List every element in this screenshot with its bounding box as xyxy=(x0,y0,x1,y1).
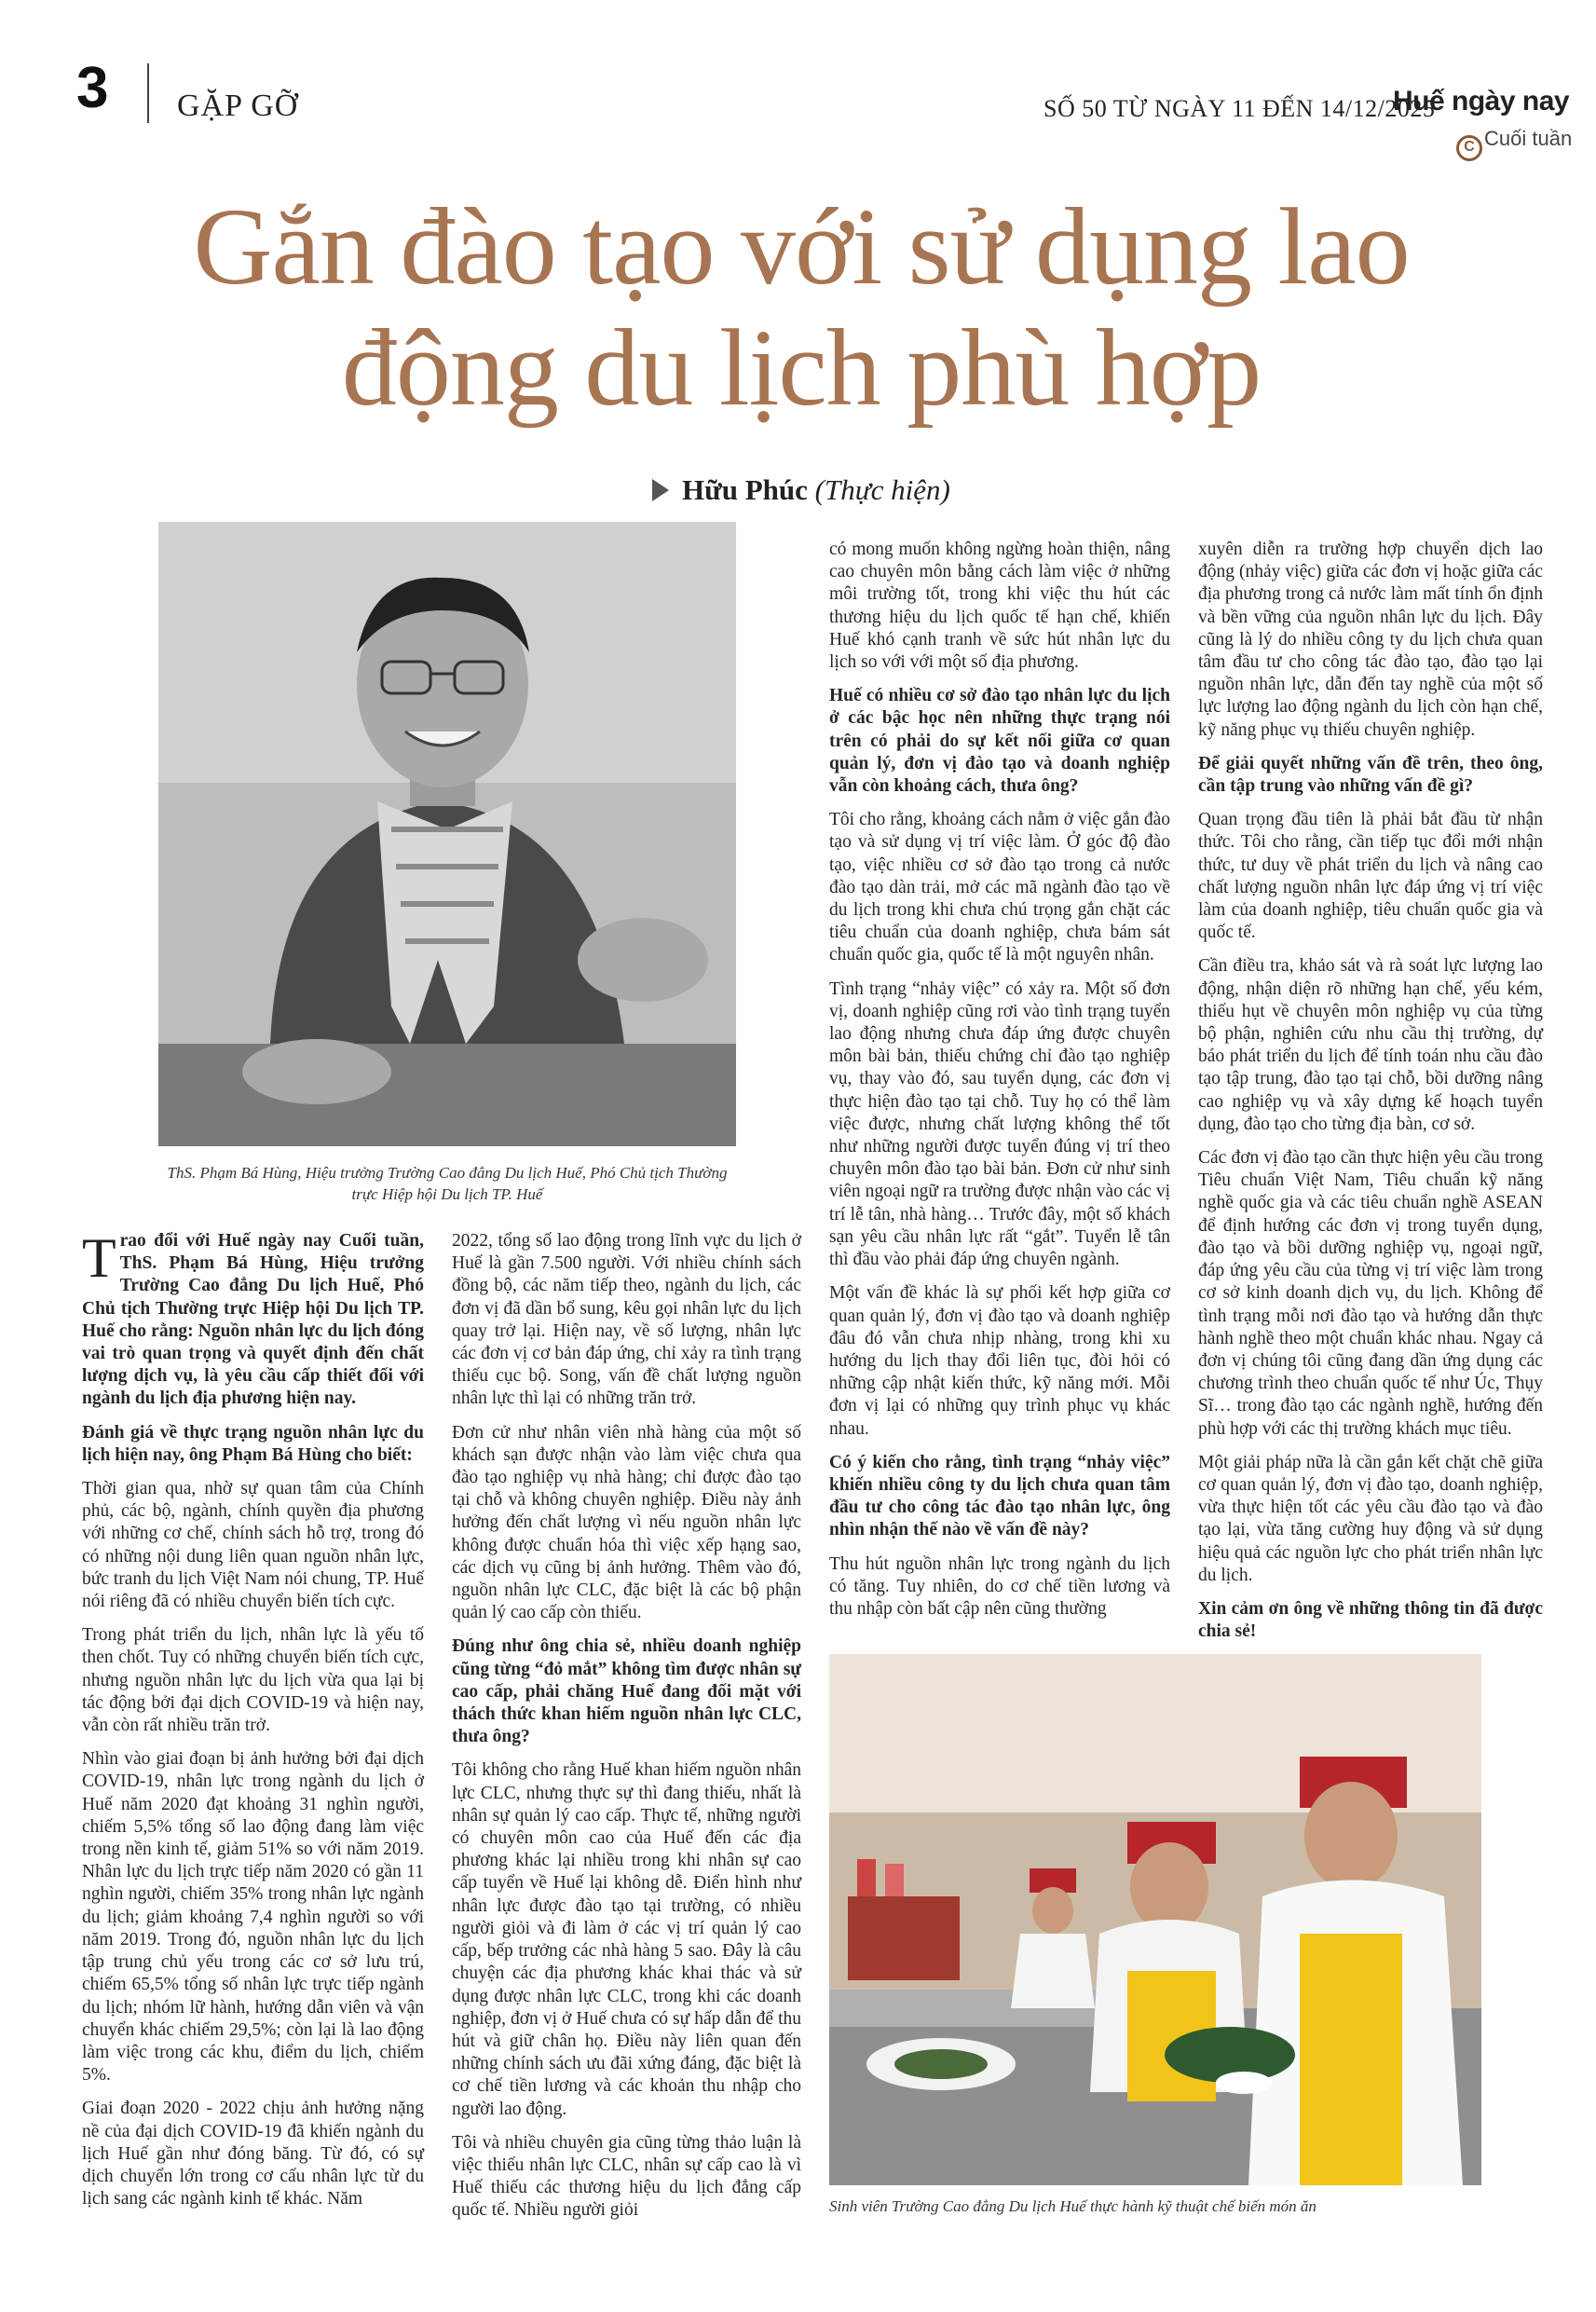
drop-cap: T xyxy=(82,1227,116,1289)
interview-question: Xin cảm ơn ông về những thông tin đã được chia sẻ! xyxy=(1198,1598,1543,1642)
lead-text: rao đổi với Huế ngày nay Cuối tuần, ThS. Phạm Bá Hùng, Hiệu trưởng Trường Cao đẳng Du lịch Huế, Phó Chủ tịch Thường trực Hiệp hội Du lịch TP. Huế cho rằng: Nguồn nhân lực du lịch đóng vai trò quan trọng và quyết định đến chất lượng dịch vụ, là yêu cầu cấp thiết đối với ngành du lịch địa phương hiện nay. xyxy=(82,1231,424,1409)
section-label: GẶP GỠ xyxy=(177,89,299,123)
article-lead xyxy=(82,1227,424,1411)
issue-info: SỐ 50 TỪ NGÀY 11 ĐẾN 14/12/2025 xyxy=(1044,95,1436,122)
paragraph: Trong phát triển du lịch, nhân lực là yếu tố then chốt. Tuy có những chuyển biến tích cực, nhưng nguồn nhân lực du lịch vừa qua lại bị tác động bởi đại dịch COVID-19 và hiện nay, vẫn còn rất nhiều trăn trở. xyxy=(82,1625,424,1736)
interview-question: Huế có nhiều cơ sở đào tạo nhân lực du lịch ở các bậc học nên những thực trạng nói trên có phải do sự kết nối giữa cơ quan quản lý, đơn vị đào tạo và doanh nghiệp vẫn còn khoảng cách, thưa ông? xyxy=(829,686,1170,797)
interview-question: Đúng như ông chia sẻ, nhiều doanh nghiệp cũng từng “đỏ mắt” không tìm được nhân sự cao cấp, phải chăng Huế đang đối mặt với thách thức khan hiếm nguồn nhân lực CLC, thưa ông? xyxy=(452,1636,801,1747)
header-divider xyxy=(147,63,149,123)
paragraph: Tôi và nhiều chuyên gia cũng từng thảo luận là việc thiếu nhân lực CLC, nhân sự cấp cao là vì Huế thiếu các thương hiệu du lịch đẳng cấp quốc tế. Nhiều người giỏi xyxy=(452,2132,801,2221)
interview-question: Để giải quyết những vấn đề trên, theo ông, cần tập trung vào những vấn đề gì? xyxy=(1198,753,1543,797)
paragraph: Tôi cho rằng, khoảng cách nằm ở việc gắn đào tạo và sử dụng vị trí việc làm. Ở góc độ đào tạo, việc nhiều cơ sở đào tạo trong cả nước đào tạo dàn trải, mở các mã ngành đào tạo về du lịch trong khi chưa chú trọng gắn chặt các tiêu chuẩn của doanh nghiệp, chưa bám sát chuẩn quốc gia, quốc tế là một nguyên nhân. xyxy=(829,810,1170,965)
paragraph: có mong muốn không ngừng hoàn thiện, nâng cao chuyên môn bằng cách làm việc ở những môi trường tốt, trong khi việc thu hút các thương hiệu du lịch quốc tế hạn chế, khiến Huế khó cạnh tranh về sức hút nhân lực du lịch so với với một số địa phương. xyxy=(829,540,1170,673)
article-column-3 xyxy=(829,539,1170,1632)
byline xyxy=(652,473,950,507)
masthead-sub xyxy=(1456,127,1572,161)
kitchen-illustration xyxy=(829,1654,1481,2185)
kitchen-caption: Sinh viên Trường Cao đẳng Du lịch Huế thực hành kỹ thuật chế biến món ăn xyxy=(829,2197,1316,2215)
article-column-4 xyxy=(1198,539,1543,1654)
paragraph: Quan trọng đầu tiên là phải bắt đầu từ nhận thức. Tôi cho rằng, cần tiếp tục đổi mới nhận thức, tư duy về phát triển du lịch và nâng cao chất lượng nguồn nhân lực đáp ứng vị trí việc làm của doanh nghiệp, tiêu chuẩn quốc gia và quốc tế. xyxy=(1198,810,1543,943)
byline-role: (Thực hiện) xyxy=(814,473,950,506)
col1-body xyxy=(82,1422,424,2211)
article-column-1 xyxy=(82,1227,424,2222)
paragraph: Một vấn đề khác là sự phối kết hợp giữa cơ quan quản lý, đơn vị đào tạo và doanh nghiệp đâu đó vẫn chưa nhịp nhàng, trong khi xu hướng du lịch thay đổi liên tục, đòi hỏi có những cập nhật kiến thức, kỹ năng mới. Mỗi đơn vị lại có những quy trình phục vụ khác nhau. xyxy=(829,1283,1170,1439)
paragraph: Thu hút nguồn nhân lực trong ngành du lịch có tăng. Tuy nhiên, do cơ chế tiền lương và thu nhập còn bất cập nên cũng thường xyxy=(829,1553,1170,1619)
paragraph: Các đơn vị đào tạo cần thực hiện yêu cầu trong Tiêu chuẩn Việt Nam, Tiêu chuẩn kỹ năng nghề quốc gia và các tiêu chuẩn nghề ASEAN để định hướng các đơn vị trong tuyển dụng, đào tạo và bồi dưỡng nghiệp vụ, ngoại ngữ, đáp ứng yêu cầu của từng vị trí việc làm trong cơ sở kinh doanh dịch vụ, du lịch. Không để tình trạng mỗi nơi đào tạo và hướng dẫn thực hành nghề theo một chuẩn khác nhau. Ngay cả đơn vị chúng tôi cũng đang dần ứng dụng các chương trình theo chuẩn quốc tế như Úc, Thụy Sĩ… trong đào tạo các ngành nghề, hướng đến phù hợp với các thị trường khách mục tiêu. xyxy=(1198,1148,1543,1439)
paragraph: Cần điều tra, khảo sát và rà soát lực lượng lao động, nhận diện rõ những hạn chế, yếu kém, thiếu hụt về chuyên môn nghiệp vụ của từng bộ phận, nghiên cứu nhu cầu thị trường, dự báo phát triển du lịch để tính toán nhu cầu đào tạo tập trung, đào tạo tại chỗ, bồi dưỡng nâng cao nghiệp vụ và xây dựng kế hoạch tuyển dụng, đào tạo cho từng địa bàn, cơ sở. xyxy=(1198,956,1543,1134)
paragraph: Tôi không cho rằng Huế khan hiếm nguồn nhân lực CLC, nhưng thực sự thì đang thiếu, nhất là nhân sự quản lý cao cấp. Thực tế, những người có chuyên môn cao của Huế đến các địa phương khác lại nhiều trong khi nhân sự cao cấp tuyển về Huế lại không dễ. Điển hình như nhân lực được đào tạo tại trường, có nhiều người giỏi và đi làm ở các vị trí quản lý cao cấp, bếp trưởng các nhà hàng 5 sao. Đây là câu chuyện các địa phương khác khai thác và sử dụng được nhân lực CLC, trong khi các doanh nghiệp, đơn vị ở Huế chưa có sự hấp dẫn để thu hút và giữ chân họ. Điều này liên quan đến những chính sách ưu đãi xứng đáng, đặc biệt là cơ chế tiền lương và các khoản thu nhập cho người lao động. xyxy=(452,1760,801,2119)
kitchen-photo xyxy=(829,1654,1481,2185)
triangle-bullet-icon xyxy=(652,479,669,501)
paragraph: Giai đoạn 2020 - 2022 chịu ảnh hưởng nặng nề của đại dịch COVID-19 đã khiến ngành du lịch Huế gần như đóng băng. Từ đó, có sự dịch chuyển lớn trong cơ cấu nhân lực từ du lịch sang các ngành kinh tế khác. Năm xyxy=(82,2099,424,2209)
paragraph: Một giải pháp nữa là cần gắn kết chặt chẽ giữa cơ quan quản lý, đơn vị đào tạo, doanh nghiệp, vừa thực hiện tốt các yêu cầu đào tạo và đào tạo lại, vừa tăng cường huy động và sử dụng hiệu quả các nguồn lực cho phát triển nhân lực du lịch. xyxy=(1198,1452,1543,1585)
paragraph: xuyên diễn ra trường hợp chuyển dịch lao động (nhảy việc) giữa các đơn vị hoặc giữa các địa phương trong cả nước làm mất tính ổn định và bền vững của nguồn nhân lực du lịch. Đây cũng là lý do nhiều công ty du lịch chưa quan tâm đầu tư cho công tác đào tạo, đào tạo lại nguồn nhân lực, dẫn đến tay nghề của một số lực lượng lao động ngành du lịch còn hạn chế, kỹ năng phục vụ thiếu chuyên nghiệp. xyxy=(1198,540,1543,740)
paragraph: Thời gian qua, nhờ sự quan tâm của Chính phủ, các bộ, ngành, chính quyền địa phương với những cơ chế, chính sách hỗ trợ, trong đó có những nội dung liên quan nguồn nhân lực, bức tranh du lịch Việt Nam nói chung, TP. Huế nói riêng đã có nhiều chuyển biến tích cực. xyxy=(82,1479,424,1612)
article-column-2 xyxy=(452,1230,801,2234)
paragraph: Tình trạng “nhảy việc” có xảy ra. Một số đơn vị, doanh nghiệp cũng rơi vào tình trạng tuyển lao động nhưng chưa đáp ứng được chuyên môn bài bản, thiếu chứng chỉ đào tạo nghiệp vụ, thay vào đó, sau tuyển dụng, các đơn vị thực hiện đào tạo tại chỗ. Tuy họ có thể làm việc được, nhưng chất lượng không thể tốt như những người được tuyển đúng vị trí theo chuyên môn đào tạo bài bản. Đơn cử như sinh viên ngoại ngữ ra trường được nhận vào các vị trí lễ tân, nhà hàng… Trước đây, một số khách sạn yêu cầu nhân lực rất “gắt”. Tuyển lễ tân thì đầu vào phải đáp ứng chuyên ngành. xyxy=(829,978,1170,1270)
masthead-logo: Huế ngày nay xyxy=(1393,86,1570,116)
c-circle-icon: C xyxy=(1456,135,1482,161)
article-title: Gắn đào tạo với sử dụng lao động du lịch phù hợp xyxy=(193,185,1410,429)
paragraph: Đơn cử như nhân viên nhà hàng của một số khách sạn được nhận vào làm việc chưa qua đào tạo nghiệp vụ nhà hàng; chỉ được đào tạo tại chỗ và không chuyên nghiệp. Điều này ảnh hưởng đến chất lượng vì nếu nguồn nhân lực không được chuẩn hóa thì việc xếp hạng sao, các dịch vụ cũng bị ảnh hưởng. Thêm vào đó, nguồn nhân lực CLC, đặc biệt là các bộ phận quản lý cao cấp còn thiếu. xyxy=(452,1422,801,1623)
paragraph: 2022, tổng số lao động trong lĩnh vực du lịch ở Huế là gần 7.500 người. Với nhiều chính sách đồng bộ, các năm tiếp theo, ngành du lịch, các đơn vị đã dần bổ sung, kêu gọi nhân lực du lịch quay trở lại. Hiện nay, về số lượng, nhân lực các đơn vị cơ bản đáp ứng, chỉ xảy ra tình trạng thiếu cục bộ. Song, vấn đề chất lượng nguồn nhân lực thì lại có những trăn trở. xyxy=(452,1231,801,1409)
interview-question: Có ý kiến cho rằng, tình trạng “nhảy việc” khiến nhiều công ty du lịch chưa quan tâm đầu tư cho công tác đào tạo nhân lực, ông nhìn nhận thế nào về vấn đề này? xyxy=(829,1452,1170,1540)
masthead-sub-label: Cuối tuần xyxy=(1484,127,1573,150)
interview-question: Đánh giá về thực trạng nguồn nhân lực du lịch hiện nay, ông Phạm Bá Hùng cho biết: xyxy=(82,1422,424,1465)
portrait-photo xyxy=(158,522,736,1146)
paragraph: Nhìn vào giai đoạn bị ảnh hưởng bởi đại dịch COVID-19, nhân lực trong ngành du lịch ở Huế năm 2020 đạt khoảng 31 nghìn người, chiếm 5,5% tổng số lao động đang làm việc trong nền kinh tế, giảm 51% so với năm 2019. Nhân lực du lịch trực tiếp năm 2020 có gần 11 nghìn người, chiếm 35% trong nhân lực ngành du lịch; giảm khoảng 7,4 nghìn người so với năm 2019. Trong đó, nguồn nhân lực du lịch tập trung chủ yếu trong các cơ sở lưu trú, chiếm 65,5% tổng số nhân lực trực tiếp ngành du lịch; nhóm lữ hành, hướng dẫn viên và vận chuyển khác chiếm 29,5%; còn lại là lao động làm việc trong các khu, điểm du lịch, chiếm 5%. xyxy=(82,1749,424,2086)
byline-author: Hữu Phúc xyxy=(682,473,808,506)
portrait-illustration xyxy=(158,522,736,1146)
page-number: 3 xyxy=(76,56,109,120)
portrait-caption: ThS. Phạm Bá Hùng, Hiệu trưởng Trường Cao đẳng Du lịch Huế, Phó Chủ tịch Thường trực Hiệp hội Du lịch TP. Huế xyxy=(167,1164,728,1203)
